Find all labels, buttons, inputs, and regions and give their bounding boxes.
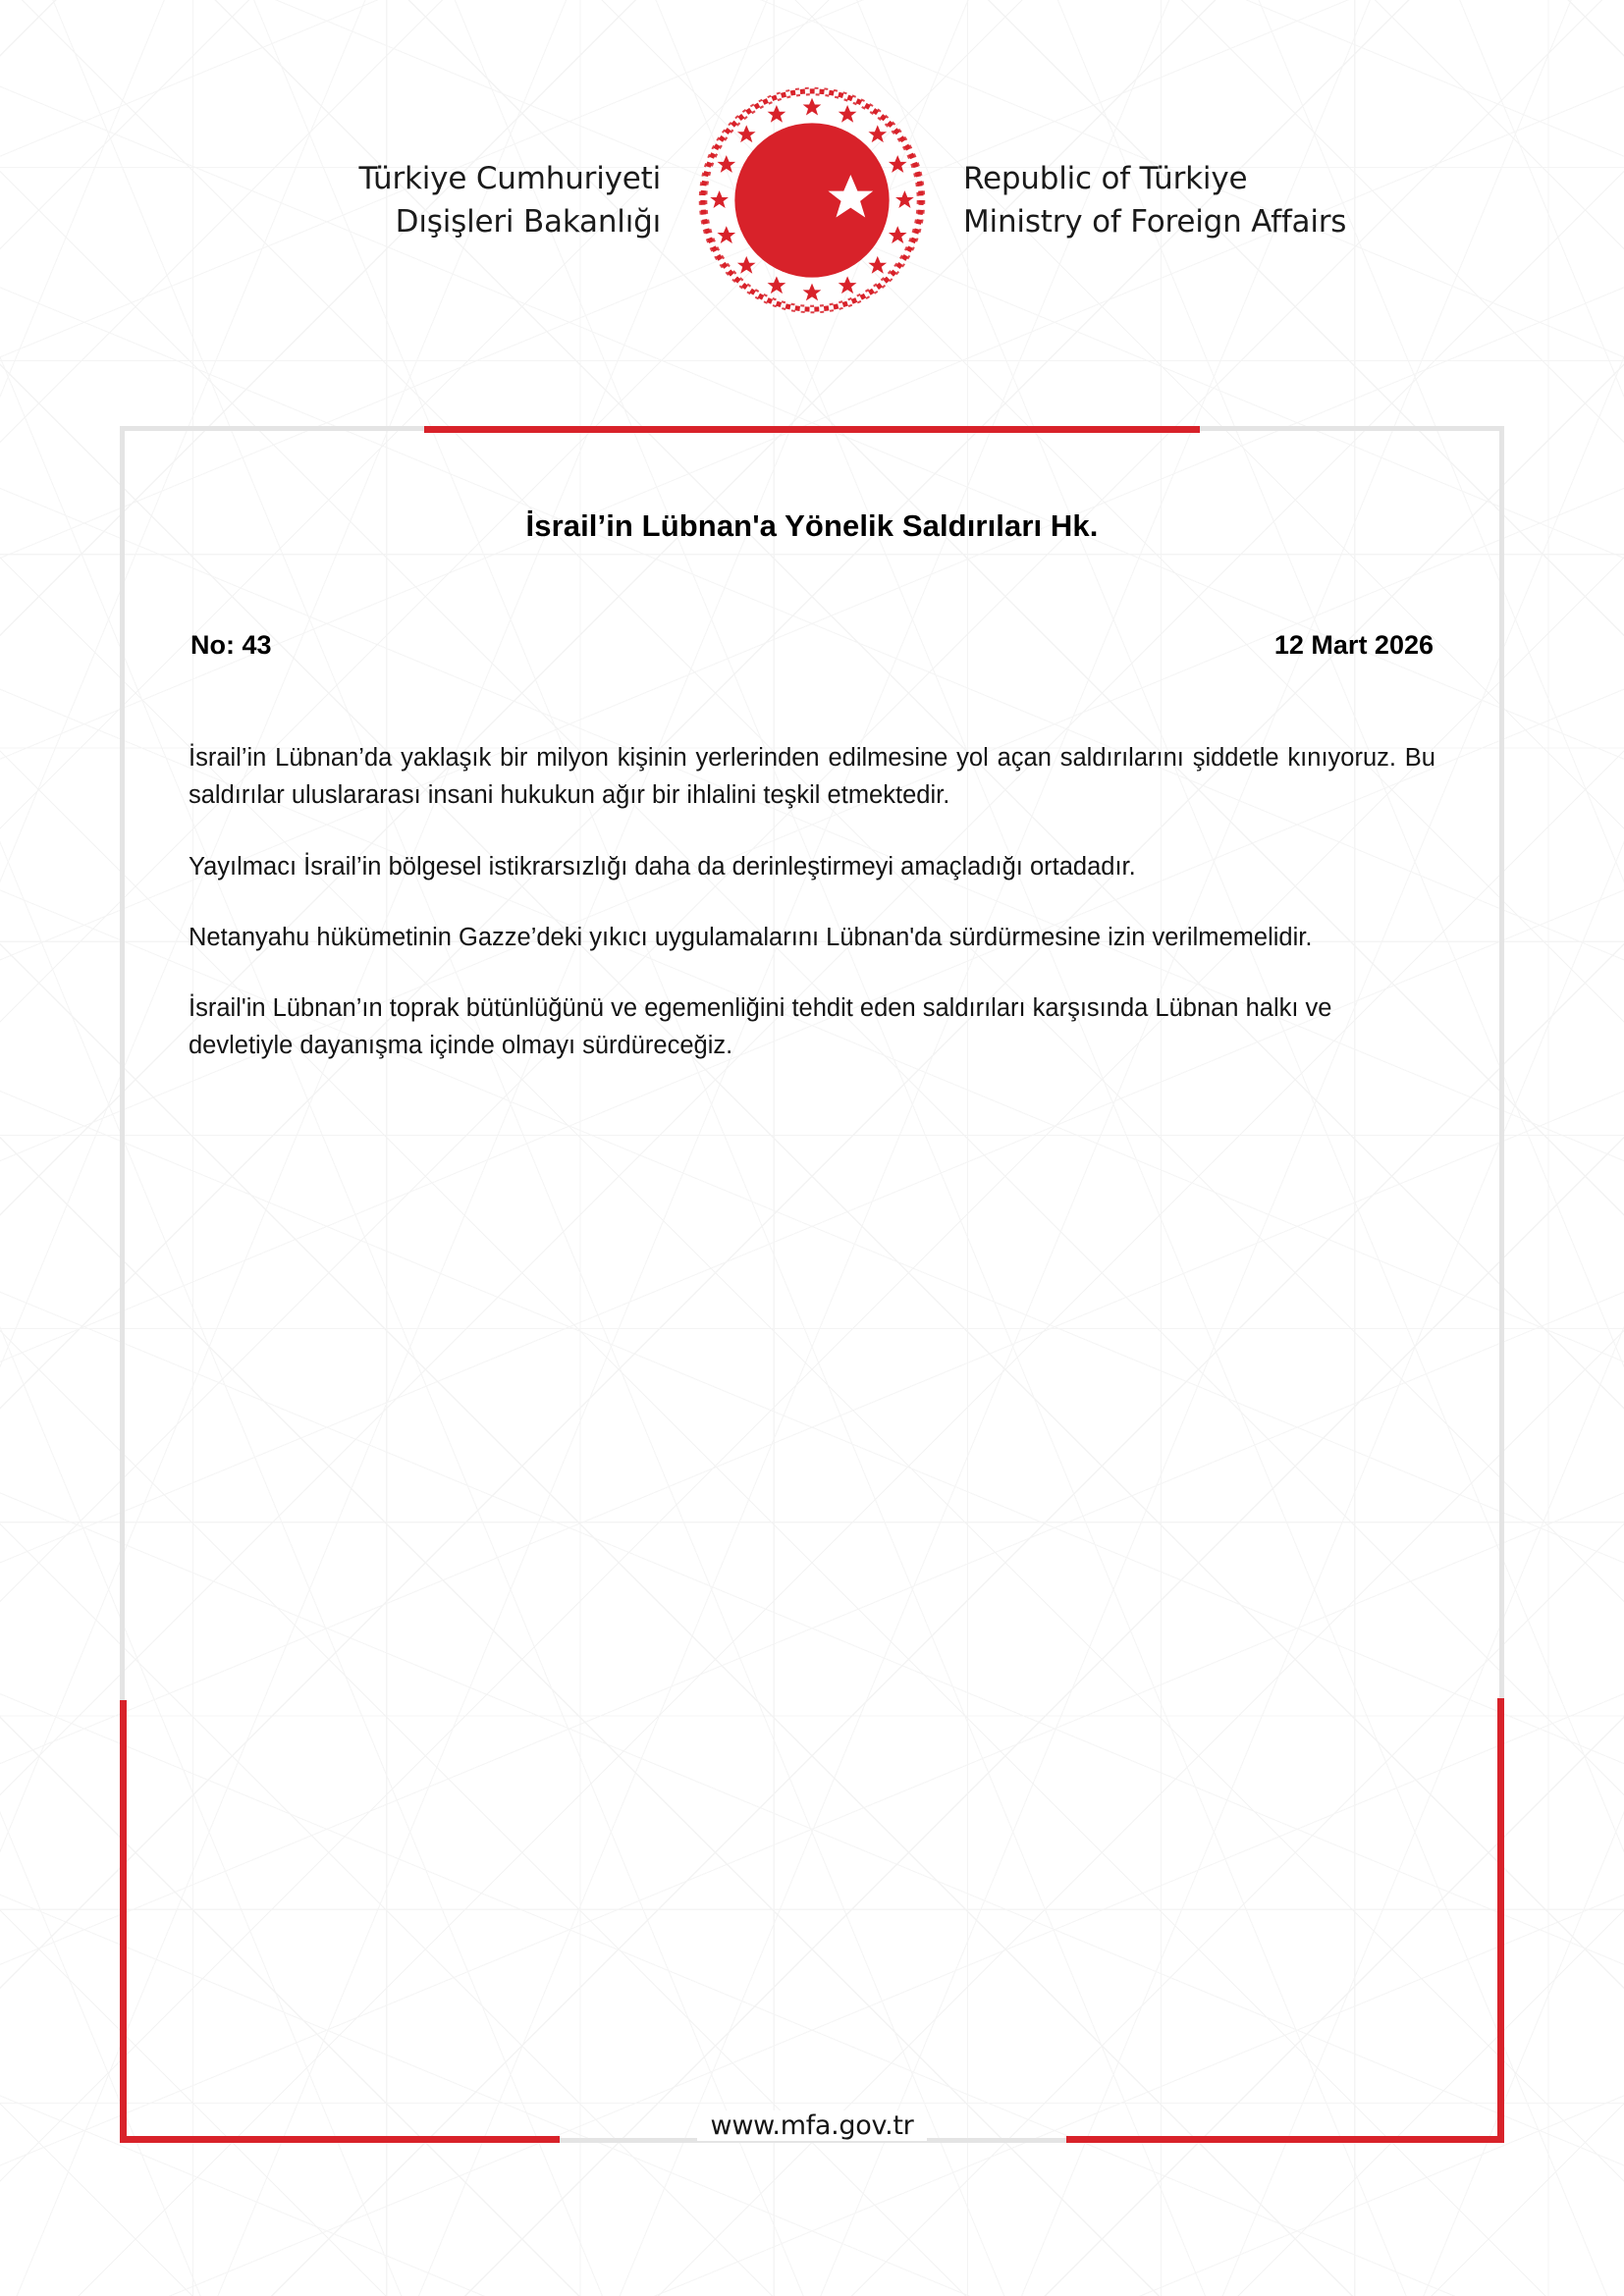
statement-paragraph: Yayılmacı İsrail’in bölgesel istikrarsızlığı daha da derinleştirmeyi amaçladığı ortadadır. (189, 852, 1136, 881)
ministry-name-turkish (337, 157, 661, 243)
statement-text (120, 739, 1504, 1065)
document-header (0, 73, 1624, 328)
press-release-number: No: 43 (190, 630, 272, 660)
header-english-line1: Republic of Türkiye (963, 160, 1248, 196)
statement-paragraph: Netanyahu hükümetinin Gazze’deki yıkıcı uygulamalarını Lübnan'da sürdürmesine izin verilmemelidir. (189, 923, 1313, 951)
footer-website-url[interactable] (0, 2110, 1624, 2141)
statement-paragraph: İsrail'in Lübnan’ın toprak bütünlüğünü ve egemenliğini tehdit eden saldırıları karşısında Lübnan halkı ve devletiyle dayanışma içinde olmayı sürdüreceğiz. (189, 994, 1332, 1060)
turkish-state-emblem-icon (696, 84, 928, 316)
frame-left-accent-segment (120, 1700, 127, 2143)
header-turkish-line1: Türkiye Cumhuriyeti (358, 160, 661, 196)
header-english-line2: Ministry of Foreign Affairs (963, 204, 1347, 240)
ministry-name-english (963, 157, 1347, 243)
press-release-date: 12 Mart 2026 (1273, 630, 1434, 660)
statement-paragraph: İsrail’in Lübnan’da yaklaşık bir milyon kişinin yerlerinden edilmesine yol açan saldırılarını şiddetle kınıyoruz. Bu saldırılar uluslararası insani hukukun ağır bir ihlalini teşkil etmektedir. (189, 744, 1435, 810)
header-turkish-line2: Dışişleri Bakanlığı (395, 204, 661, 240)
document-meta-row (120, 630, 1504, 661)
document-body (120, 426, 1504, 1098)
frame-right-accent-segment (1497, 1698, 1504, 2143)
page-title: İsrail’in Lübnan'a Yönelik Saldırıları Hk. (525, 508, 1099, 543)
footer-website-label: www.mfa.gov.tr (697, 2110, 928, 2141)
